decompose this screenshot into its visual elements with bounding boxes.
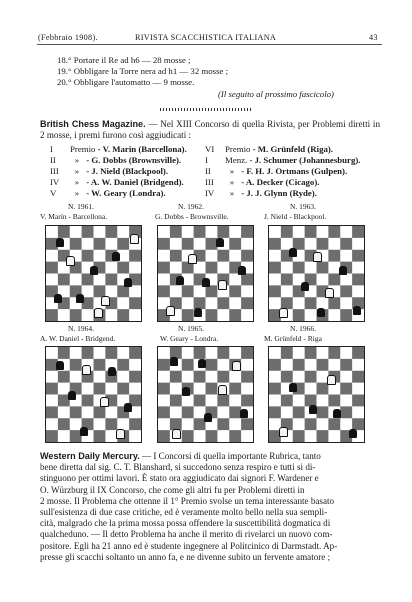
problem-number: N. 1963. <box>290 202 317 211</box>
western-paragraph: Western Daily Mercury. — I Concorsi di quella importante Rubrica, tanto bene diretta dal sig. C. T. Blanshard, si succedono senza respiro e tutti si di- stinguono per ottimi lavori. È stato ora aggiudicato dai signori F. Wardener e O. Würzburg il IX Concorso, che come gli altri fu per Problemi diretti in 2 mosse. Il Problema che ottenne il 1° Premio svolse un tema interessante basato sull'esistenza di due case critiche, ed è veramente molto bello nella sua sempli- cità, malgrado che la prima mossa possa offendere la suscettibilità dogmatica di qualcheduno. — Il detto Problema ha anche il merito di rivelarci un nuovo com- positore. Egli ha 21 anno ed è studente ingegnere al Politcinico di Darmstadt. Ap- presse gli scacchi soltanto un anno fa, e ne divenne subito un fervente amatore ; <box>40 451 338 562</box>
prize-entry: V » - W. Geary (Londra). <box>50 188 166 198</box>
problem-author: V. Marín - Barcellona. <box>40 212 108 221</box>
list-item: 18.° Portare il Re ad h6 — 28 mosse ; <box>57 55 191 65</box>
header-rule <box>37 44 382 45</box>
problem-author: A. W. Daniel - Bridgend. <box>40 334 116 343</box>
header-journal-title: RIVISTA SCACCHISTICA ITALIANA <box>135 33 277 42</box>
continued-note: (Il seguito al prossimo fascicolo) <box>218 89 334 99</box>
problem-author: J. Nield - Blackpool. <box>264 212 327 221</box>
problem-number: N. 1966. <box>290 324 317 333</box>
british-title: British Chess Magazine. <box>40 119 146 129</box>
problem-author: M. Grünfeld - Riga <box>264 334 322 343</box>
prize-entry: VI Premio - M. Grünfeld (Riga). <box>205 144 334 154</box>
problem-number: N. 1965. <box>178 324 205 333</box>
section-divider <box>160 108 252 111</box>
list-item: 19.° Obbligare la Torre nera ad h1 — 32 mosse ; <box>57 66 229 76</box>
problem-number: N. 1964. <box>68 324 95 333</box>
chess-diagram-1963 <box>268 225 365 322</box>
problem-number: N. 1961. <box>68 202 95 211</box>
page-number: 43 <box>369 33 378 42</box>
prize-entry: III » - A. Decker (Cicago). <box>205 177 320 187</box>
problem-author: W. Geary - Londra. <box>160 334 219 343</box>
chess-diagram-1961 <box>45 225 142 322</box>
british-paragraph <box>40 119 380 141</box>
chess-diagram-1966 <box>268 346 365 443</box>
chess-diagram-1962 <box>157 225 254 322</box>
problem-number: N. 1962. <box>178 202 205 211</box>
list-item: 20.° Obbligare l'automatto — 9 mosse. <box>57 77 195 87</box>
chess-diagram-1965 <box>157 346 254 443</box>
western-title: Western Daily Mercury. <box>40 451 140 461</box>
header-date: (Febbraio 1908). <box>38 33 98 42</box>
chess-diagram-1964 <box>45 346 142 443</box>
british-intro: — Nel XIII Concorso di quella Rivista, per Problemi diretti in 2 mosse, i premi furono così aggiudicati : <box>40 119 380 141</box>
prize-entry: II » - F. H. J. Ortmans (Gulpen). <box>205 166 348 176</box>
prize-entry: II » - G. Dobbs (Brownsville). <box>50 155 182 165</box>
prize-entry: I Menz. - J. Schumer (Johannesburg). <box>205 155 361 165</box>
prize-entry: III » - J. Nield (Blackpool). <box>50 166 169 176</box>
prize-entry: IV » - A. W. Daniel (Bridgend). <box>50 177 184 187</box>
prize-entry: I Premio - V. Marin (Barcellona). <box>50 144 187 154</box>
prize-entry: IV » - J. J. Glynn (Ryde). <box>205 188 317 198</box>
problem-author: G. Dobbs - Brownsville. <box>155 212 229 221</box>
